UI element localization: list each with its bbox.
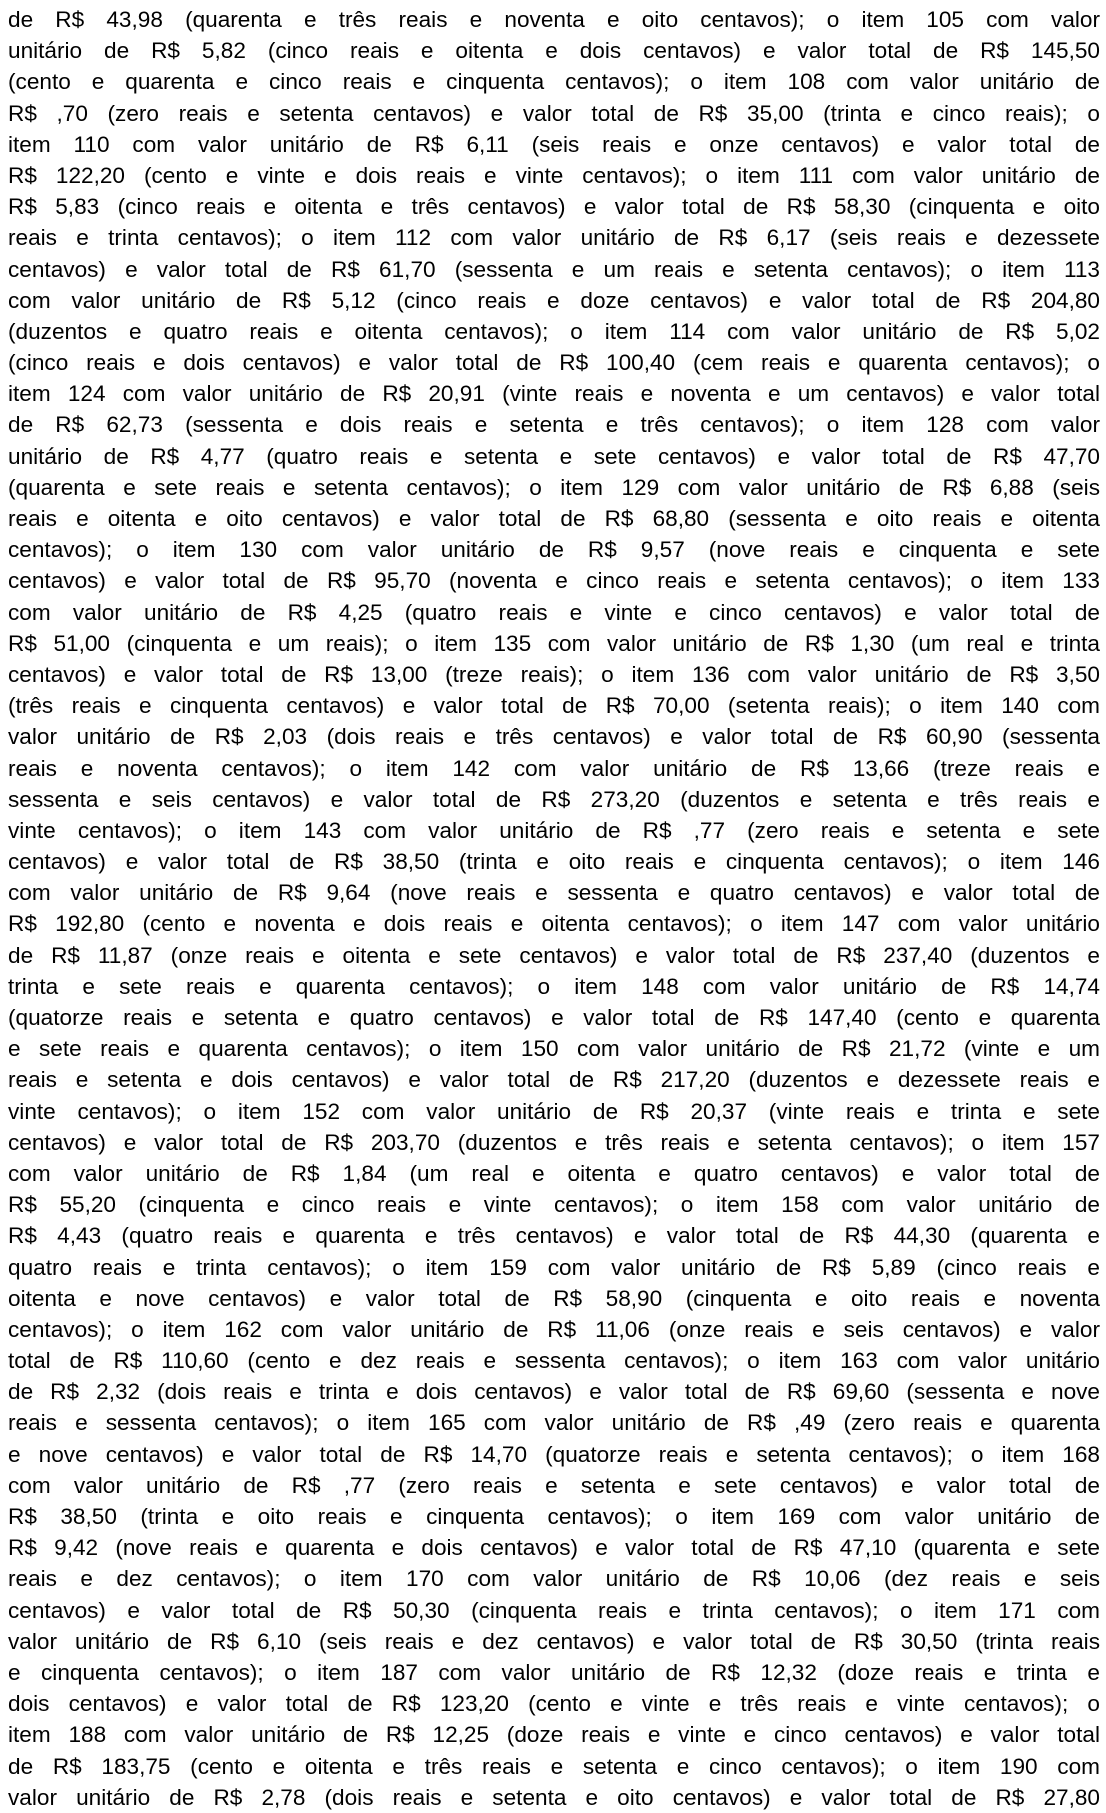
text-line: com valor unitário de R$ 9,64 (nove reais e sessenta e quatro centavos) e valor total de xyxy=(8,880,1100,906)
text-line: vinte centavos); o item 143 com valor unitário de R$ ,77 (zero reais e setenta e sete xyxy=(8,817,1100,843)
text-line: R$ 122,20 (cento e vinte e dois reais e vinte centavos); o item 111 com valor unitário de xyxy=(8,162,1100,188)
text-line: (quatorze reais e setenta e quatro centavos) e valor total de R$ 147,40 (cento e quarenta xyxy=(8,1005,1100,1030)
text-line: trinta e sete reais e quarenta centavos); o item 148 com valor unitário de R$ 14,74 xyxy=(8,973,1100,999)
text-line: (três reais e cinquenta centavos) e valor total de R$ 70,00 (setenta reais); o item 140 com xyxy=(8,693,1100,719)
text-line: vinte centavos); o item 152 com valor unitário de R$ 20,37 (vinte reais e trinta e sete xyxy=(8,1098,1100,1124)
text-line: centavos) e valor total de R$ 50,30 (cinquenta reais e trinta centavos); o item 171 com xyxy=(8,1597,1100,1623)
text-line: item 124 com valor unitário de R$ 20,91 (vinte reais e noventa e um centavos) e valor total xyxy=(8,381,1100,407)
text-line: R$ ,70 (zero reais e setenta centavos) e valor total de R$ 35,00 (trinta e cinco reais); o xyxy=(8,100,1100,126)
text-line: R$ 4,43 (quatro reais e quarenta e três centavos) e valor total de R$ 44,30 (quarenta e xyxy=(8,1223,1100,1249)
text-line: centavos) e valor total de R$ 95,70 (noventa e cinco reais e setenta centavos); o item 133 xyxy=(8,568,1100,594)
text-line: (cento e quarenta e cinco reais e cinquenta centavos); o item 108 com valor unitário de xyxy=(8,69,1100,95)
text-line: reais e oitenta e oito centavos) e valor total de R$ 68,80 (sessenta e oito reais e oitenta xyxy=(8,506,1100,531)
text-line: reais e noventa centavos); o item 142 com valor unitário de R$ 13,66 (treze reais e xyxy=(8,755,1100,781)
text-line: sessenta e seis centavos) e valor total de R$ 273,20 (duzentos e setenta e três reais e xyxy=(8,786,1100,812)
text-line: unitário de R$ 4,77 (quatro reais e setenta e sete centavos) e valor total de R$ 47,70 xyxy=(8,443,1100,469)
text-line: reais e setenta e dois centavos) e valor total de R$ 217,20 (duzentos e dezessete reais e xyxy=(8,1067,1100,1093)
text-line: e cinquenta centavos); o item 187 com valor unitário de R$ 12,32 (doze reais e trinta e xyxy=(8,1659,1100,1685)
text-line: valor unitário de R$ 6,10 (seis reais e dez centavos) e valor total de R$ 30,50 (trinta reais xyxy=(8,1628,1100,1654)
text-line: de R$ 183,75 (cento e oitenta e três reais e setenta e cinco centavos); o item 190 com xyxy=(8,1753,1100,1779)
text-line: R$ 38,50 (trinta e oito reais e cinquenta centavos); o item 169 com valor unitário de xyxy=(8,1504,1100,1529)
text-line: reais e sessenta centavos); o item 165 com valor unitário de R$ ,49 (zero reais e quarenta xyxy=(8,1410,1100,1436)
text-line: item 110 com valor unitário de R$ 6,11 (seis reais e onze centavos) e valor total de xyxy=(8,131,1100,157)
text-line: unitário de R$ 5,82 (cinco reais e oitenta e dois centavos) e valor total de R$ 145,50 xyxy=(8,38,1100,64)
text-line: R$ 192,80 (cento e noventa e dois reais e oitenta centavos); o item 147 com valor unitário xyxy=(8,911,1100,937)
text-line: quatro reais e trinta centavos); o item 159 com valor unitário de R$ 5,89 (cinco reais e xyxy=(8,1254,1100,1280)
text-line: reais e dez centavos); o item 170 com valor unitário de R$ 10,06 (dez reais e seis xyxy=(8,1566,1100,1592)
text-line: com valor unitário de R$ ,77 (zero reais e setenta e sete centavos) e valor total de xyxy=(8,1472,1100,1498)
text-line: total de R$ 110,60 (cento e dez reais e sessenta centavos); o item 163 com valor unitário xyxy=(8,1348,1100,1374)
text-line: oitenta e nove centavos) e valor total de R$ 58,90 (cinquenta e oito reais e noventa xyxy=(8,1285,1100,1311)
text-line: (cinco reais e dois centavos) e valor total de R$ 100,40 (cem reais e quarenta centavos); o xyxy=(8,350,1100,376)
text-line: R$ 55,20 (cinquenta e cinco reais e vinte centavos); o item 158 com valor unitário de xyxy=(8,1192,1100,1218)
text-line: dois centavos) e valor total de R$ 123,20 (cento e vinte e três reais e vinte centavos); o xyxy=(8,1691,1100,1717)
text-line: centavos); o item 130 com valor unitário de R$ 9,57 (nove reais e cinquenta e sete xyxy=(8,537,1100,563)
text-line: e sete reais e quarenta centavos); o item 150 com valor unitário de R$ 21,72 (vinte e um xyxy=(8,1036,1100,1062)
text-line: de R$ 2,32 (dois reais e trinta e dois centavos) e valor total de R$ 69,60 (sessenta e nove xyxy=(8,1379,1100,1405)
text-line: R$ 9,42 (nove reais e quarenta e dois centavos) e valor total de R$ 47,10 (quarenta e sete xyxy=(8,1535,1100,1561)
text-line: com valor unitário de R$ 4,25 (quatro reais e vinte e cinco centavos) e valor total de xyxy=(8,599,1100,625)
text-line: com valor unitário de R$ 1,84 (um real e oitenta e quatro centavos) e valor total de xyxy=(8,1160,1100,1186)
text-line: centavos) e valor total de R$ 13,00 (treze reais); o item 136 com valor unitário de R$ 3,50 xyxy=(8,661,1100,687)
text-line: valor unitário de R$ 2,78 (dois reais e setenta e oito centavos) e valor total de R$ 27,80 xyxy=(8,1784,1100,1810)
text-line: valor unitário de R$ 2,03 (dois reais e três centavos) e valor total de R$ 60,90 (sessenta xyxy=(8,724,1100,750)
text-line: (duzentos e quatro reais e oitenta centavos); o item 114 com valor unitário de R$ 5,02 xyxy=(8,318,1100,344)
text-line: e nove centavos) e valor total de R$ 14,70 (quatorze reais e setenta centavos); o item 168 xyxy=(8,1441,1100,1467)
text-line: R$ 5,83 (cinco reais e oitenta e três centavos) e valor total de R$ 58,30 (cinquenta e oito xyxy=(8,194,1100,220)
text-line: R$ 51,00 (cinquenta e um reais); o item 135 com valor unitário de R$ 1,30 (um real e trinta xyxy=(8,630,1100,656)
text-line: de R$ 62,73 (sessenta e dois reais e setenta e três centavos); o item 128 com valor xyxy=(8,412,1100,438)
text-line: com valor unitário de R$ 5,12 (cinco reais e doze centavos) e valor total de R$ 204,80 xyxy=(8,287,1100,313)
text-line: centavos) e valor total de R$ 61,70 (sessenta e um reais e setenta centavos); o item 113 xyxy=(8,256,1100,282)
text-line: centavos) e valor total de R$ 38,50 (trinta e oito reais e cinquenta centavos); o item 146 xyxy=(8,849,1100,875)
text-line: de R$ 11,87 (onze reais e oitenta e sete centavos) e valor total de R$ 237,40 (duzentos e xyxy=(8,942,1100,968)
text-line: (quarenta e sete reais e setenta centavos); o item 129 com valor unitário de R$ 6,88 (seis xyxy=(8,474,1100,500)
text-line: centavos) e valor total de R$ 203,70 (duzentos e três reais e setenta centavos); o item 157 xyxy=(8,1129,1100,1155)
text-line: reais e trinta centavos); o item 112 com valor unitário de R$ 6,17 (seis reais e dezessete xyxy=(8,225,1100,251)
text-line: item 188 com valor unitário de R$ 12,25 (doze reais e vinte e cinco centavos) e valor total xyxy=(8,1722,1100,1748)
text-line: centavos); o item 162 com valor unitário de R$ 11,06 (onze reais e seis centavos) e valor xyxy=(8,1316,1100,1342)
document-page xyxy=(8,4,1100,1813)
text-line: de R$ 43,98 (quarenta e três reais e noventa e oito centavos); o item 105 com valor xyxy=(8,7,1100,32)
